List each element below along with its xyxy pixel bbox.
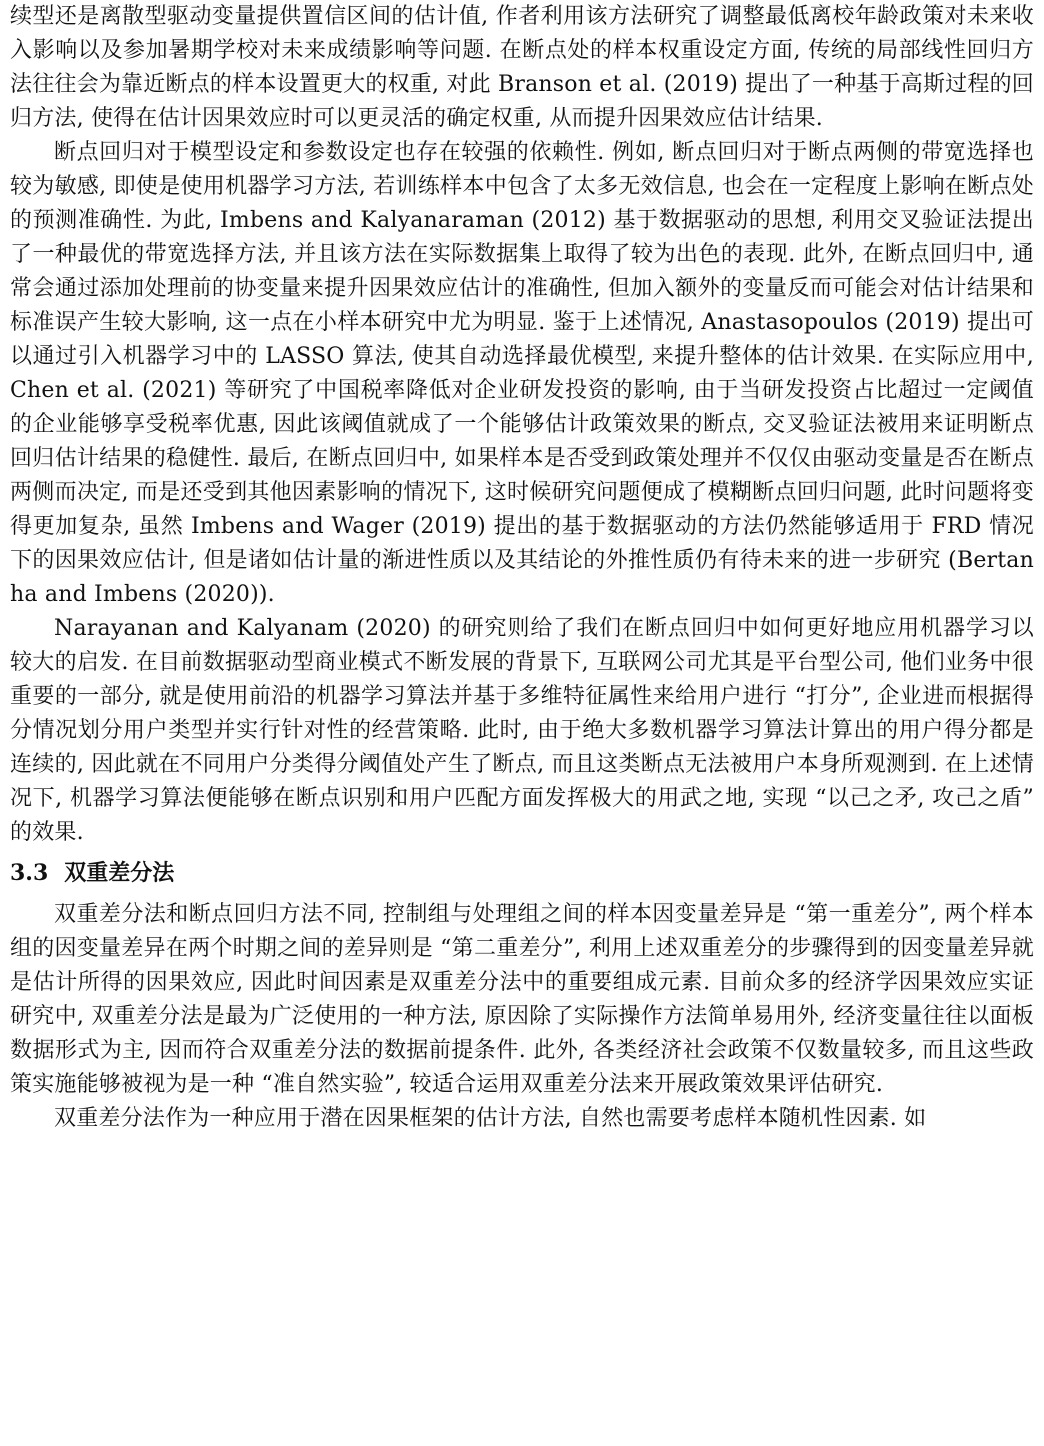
- section-heading: [10, 856, 1034, 890]
- paragraph-narayanan: Narayanan and Kalyanam (2020) 的研究则给了我们在断点回归中如何更好地应用机器学习以较大的启发. 在目前数据驱动型商业模式不断发展的背景下, 互联网公司尤其是平台型公司, 他们业务中很重要的一部分, 就是使用前沿的机器学习算法并基于多维特征属性来给用户进行 “打分”, 企业进而根据得分情况划分用户类型并实行针对性的经营策略. 此时, 由于绝大多数机器学习算法计算出的用户得分都是连续的, 因此就在不同用户分类得分阈值处产生了断点, 而且这类断点无法被用户本身所观测到. 在上述情况下, 机器学习算法便能够在断点识别和用户匹配方面发挥极大的用武之地, 实现 “以己之矛, 攻己之盾” 的效果.: [10, 616, 1034, 845]
- paragraph-did-potential: 双重差分法作为一种应用于潜在因果框架的估计方法, 自然也需要考虑样本随机性因素. 如: [54, 1106, 927, 1131]
- section-number: 3.3: [10, 860, 49, 886]
- paragraph-did-intro: 双重差分法和断点回归方法不同, 控制组与处理组之间的样本因变量差异是 “第一重差分”, 两个样本组的因变量差异在两个时期之间的差异则是 “第二重差分”, 利用上述双重差分的步骤得到的因变量差异就是估计所得的因果效应, 因此时间因素是双重差分法中的重要组成元素. 目前众多的经济学因果效应实证研究中, 双重差分法是最为广泛使用的一种方法, 原因除了实际操作方法简单易用外, 经济变量往往以面板数据形式为主, 因而符合双重差分法的数据前提条件. 此外, 各类经济社会政策不仅数量较多, 而且这些政策实施能够被视为是一种 “准自然实验”, 较适合运用双重差分法来开展政策效果评估研究.: [10, 902, 1034, 1097]
- paragraph-rd-dependence: 断点回归对于模型设定和参数设定也存在较强的依赖性. 例如, 断点回归对于断点两侧的带宽选择也较为敏感, 即使是使用机器学习方法, 若训练样本中包含了太多无效信息, 也会在一定程度上影响在断点处的预测准确性. 为此, Imbens and Kalyanaraman (2012) 基于数据驱动的思想, 利用交叉验证法提出了一种最优的带宽选择方法, 并且该方法在实际数据集上取得了较为出色的表现. 此外, 在断点回归中, 通常会通过添加处理前的协变量来提升因果效应估计的准确性, 但加入额外的变量反而可能会对估计结果和标准误产生较大影响, 这一点在小样本研究中尤为明显. 鉴于上述情况, Anastasopoulos (2019) 提出可以通过引入机器学习中的 LASSO 算法, 使其自动选择最优模型, 来提升整体的估计效果. 在实际应用中, Chen et al. (2021) 等研究了中国税率降低对企业研发投资的影响, 由于当研发投资占比超过一定阈值的企业能够享受税率优惠, 因此该阈值就成了一个能够估计政策效果的断点, 交叉验证法被用来证明断点回归估计结果的稳健性. 最后, 在断点回归中, 如果样本是否受到政策处理并不仅仅由驱动变量是否在断点两侧而决定, 而是还受到其他因素影响的情况下, 这时候研究问题便成了模糊断点回归问题, 此时问题将变得更加复杂, 虽然 Imbens and Wager (2019) 提出的基于数据驱动的方法仍然能够适用于 FRD 情况下的因果效应估计, 但是诸如估计量的渐进性质以及其结论的外推性质仍有待未来的进一步研究 (Bertanha and Imbens (2020)).: [10, 140, 1034, 607]
- paragraph-continuation: 续型还是离散型驱动变量提供置信区间的估计值, 作者利用该方法研究了调整最低离校年龄政策对未来收入影响以及参加暑期学校对未来成绩影响等问题. 在断点处的样本权重设定方面, 传统的局部线性回归方法往往会为靠近断点的样本设置更大的权重, 对此 Branson et al. (2019) 提出了一种基于高斯过程的回归方法, 使得在估计因果效应时可以更灵活的确定权重, 从而提升因果效应估计结果.: [10, 4, 1034, 131]
- section-title: 双重差分法: [64, 860, 175, 886]
